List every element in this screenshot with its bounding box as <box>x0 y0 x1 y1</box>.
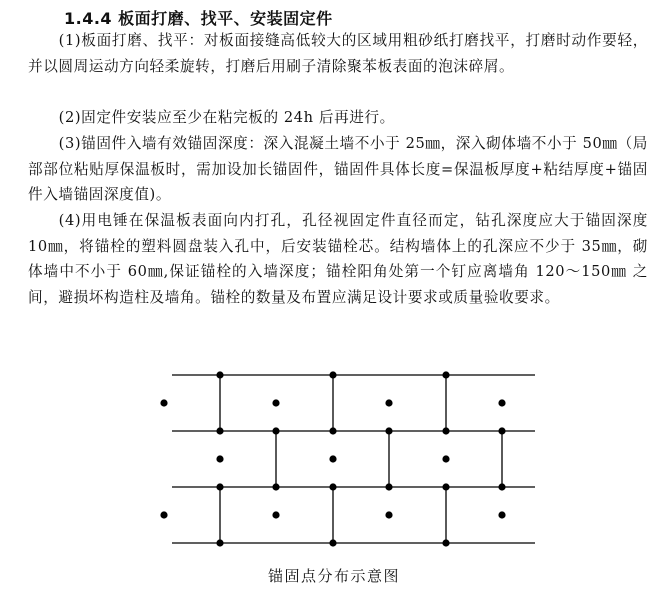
anchor-point <box>329 455 336 462</box>
figure-caption: 锚固点分布示意图 <box>267 567 400 585</box>
anchor-point <box>442 371 449 378</box>
anchor-point <box>385 511 392 518</box>
anchor-point <box>272 399 279 406</box>
anchor-point <box>216 371 223 378</box>
anchor-point <box>272 483 279 490</box>
anchor-point <box>329 483 336 490</box>
anchor-point <box>442 483 449 490</box>
anchor-point <box>216 483 223 490</box>
anchor-point <box>160 399 167 406</box>
section-heading: 1.4.4 板面打磨、找平、安装固定件 <box>64 9 333 28</box>
anchor-point <box>442 539 449 546</box>
anchor-point <box>329 427 336 434</box>
paragraph-fixing-timing: (2)固定件安装应至少在粘完板的 24h 后再进行。 <box>58 109 395 126</box>
anchor-point <box>216 455 223 462</box>
anchor-point <box>385 399 392 406</box>
anchor-point <box>498 399 505 406</box>
anchor-point <box>442 427 449 434</box>
paragraph-anchor-depth: (3)锚固件入墙有效锚固深度：深入混凝土墙不小于 25㎜，深入砌体墙不小于 50㎜（局部部位粘贴厚保温板时，需加设加长锚固件，锚固件具体长度=保温板厚度+粘结厚度+锚固件入墙锚固深度值)。 <box>28 135 648 203</box>
anchor-point <box>442 455 449 462</box>
anchor-point <box>272 427 279 434</box>
anchor-point <box>160 511 167 518</box>
anchor-point <box>498 483 505 490</box>
anchor-point <box>216 427 223 434</box>
anchor-point <box>329 371 336 378</box>
anchor-point <box>498 511 505 518</box>
anchor-point <box>216 539 223 546</box>
anchor-point <box>272 511 279 518</box>
anchor-point <box>385 427 392 434</box>
anchor-point <box>385 483 392 490</box>
anchor-point <box>329 539 336 546</box>
paragraph-drilling: (4)用电锤在保温板表面向内打孔，孔径视固定件直径而定，钻孔深度应大于锚固深度 10㎜，将锚栓的塑料圆盘装入孔中，后安装锚栓芯。结构墙体上的孔深应不少于 35㎜，砌体墙中不小于 60㎜,保证锚栓的入墙深度；锚栓阳角处第一个钉应离墙角 120～150㎜ 之间，避损坏构造柱及墙角。锚栓的数量及布置应满足设计要求或质量验收要求。 <box>28 212 648 306</box>
paragraph-sanding: (1)板面打磨、找平：对板面接缝高低较大的区域用粗砂纸打磨找平，打磨时动作要轻，并以圆周运动方向轻柔旋转，打磨后用刷子清除聚苯板表面的泡沫碎屑。 <box>28 32 648 75</box>
anchor-layout-diagram <box>150 355 550 560</box>
anchor-point <box>498 427 505 434</box>
